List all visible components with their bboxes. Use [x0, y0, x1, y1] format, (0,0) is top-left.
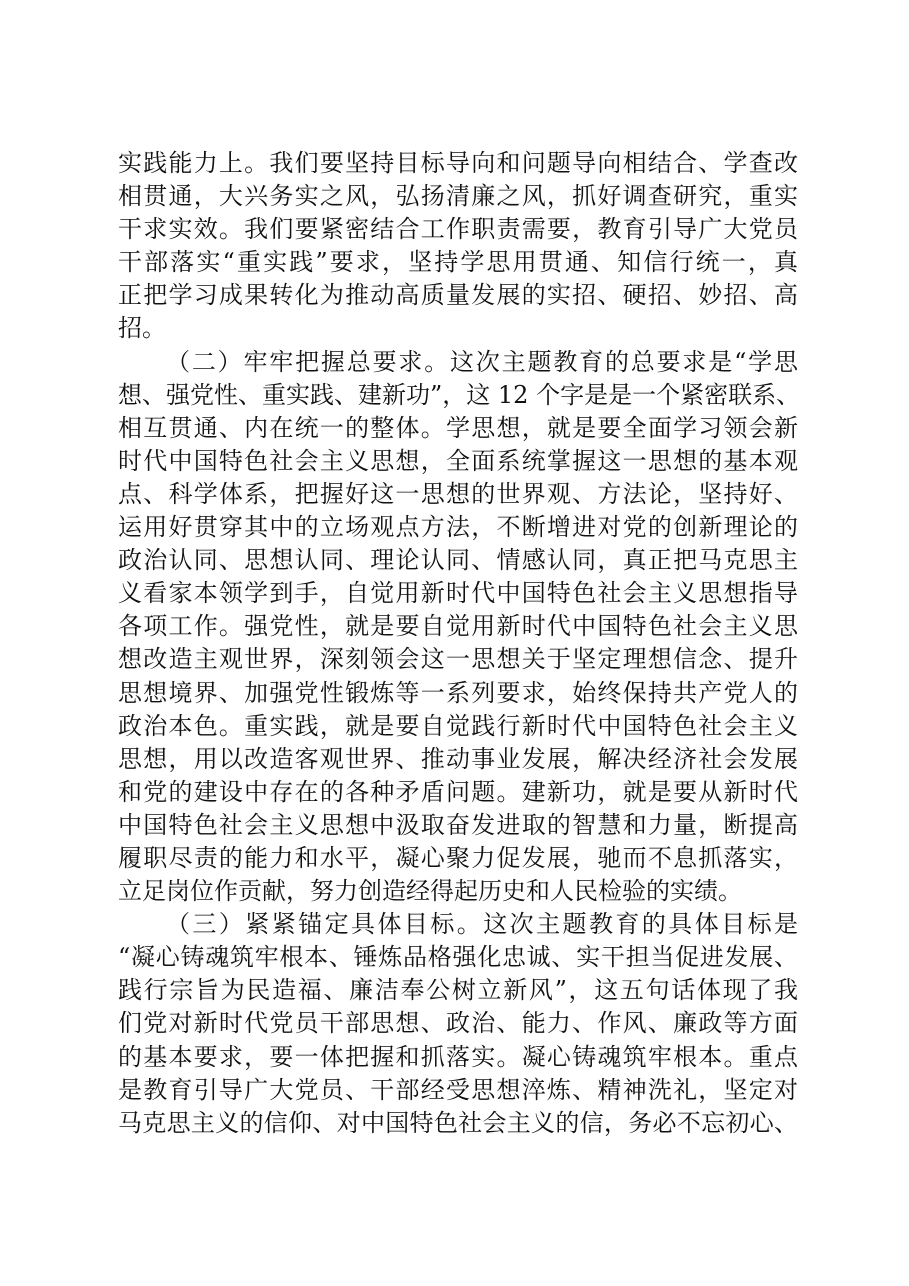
text-line: 政治认同、思想认同、理论认同、情感认同，真正把马克思主	[118, 546, 798, 575]
text-line: 正把学习成果转化为推动高质量发展的实招、硬招、妙招、高	[118, 281, 798, 310]
text-line: 干求实效。我们要紧密结合工作职责需要，教育引导广大党员	[118, 215, 798, 244]
text-line: 义看家本领学到手，自觉用新时代中国特色社会主义思想指导	[118, 579, 798, 608]
text-line: 思想境界、加强党性锻炼等一系列要求，始终保持共产党人的	[118, 678, 798, 707]
text-line: 立足岗位作贡献，努力创造经得起历史和人民检验的实绩。	[118, 877, 742, 906]
text-line: 运用好贯穿其中的立场观点方法，不断增进对党的创新理论的	[118, 513, 798, 542]
text-line: 们党对新时代党员干部思想、政治、能力、作风、廉政等方面	[118, 1009, 798, 1038]
text-line: 政治本色。重实践，就是要自觉践行新时代中国特色社会主义	[118, 711, 798, 740]
text-line: 相互贯通、内在统一的整体。学思想，就是要全面学习领会新	[118, 413, 798, 442]
text-line: 履职尽责的能力和水平，凝心聚力促发展，驰而不息抓落实，	[118, 843, 798, 872]
text-line: 干部落实“重实践”要求，坚持学思用贯通、知信行统一，真	[118, 248, 798, 277]
text-line: 实践能力上。我们要坚持目标导向和问题导向相结合、学查改	[118, 149, 798, 177]
text-line: （二）牢牢把握总要求。这次主题教育的总要求是“学思	[166, 347, 798, 376]
text-line: 思想，用以改造客观世界、推动事业发展，解决经济社会发展	[118, 744, 798, 773]
text-line: 中国特色社会主义思想中汲取奋发进取的智慧和力量，断提高	[118, 810, 798, 839]
text-line: 相贯通，大兴务实之风，弘扬清廉之风，抓好调查研究，重实	[118, 182, 798, 211]
text-line: “凝心铸魂筑牢根本、锤炼品格强化忠诚、实干担当促进发展、	[118, 943, 798, 972]
text-line: 是教育引导广大党员、干部经受思想淬炼、精神洗礼，坚定对	[118, 1075, 798, 1104]
text-line: 和党的建设中存在的各种矛盾问题。建新功，就是要从新时代	[118, 777, 798, 806]
text-line: 时代中国特色社会主义思想，全面系统掌握这一思想的基本观	[118, 446, 798, 475]
text-line: 招。	[118, 314, 166, 343]
text-line: 马克思主义的信仰、对中国特色社会主义的信，务必不忘初心、	[118, 1108, 798, 1137]
text-line: 践行宗旨为民造福、廉洁奉公树立新风”，这五句话体现了我	[118, 976, 798, 1005]
text-line: 想改造主观世界，深刻领会这一思想关于坚定理想信念、提升	[118, 645, 798, 674]
text-line: 点、科学体系，把握好这一思想的世界观、方法论，坚持好、	[118, 479, 798, 508]
document-body-text	[118, 147, 801, 1140]
text-line: 的基本要求，要一体把握和抓落实。凝心铸魂筑牢根本。重点	[118, 1042, 798, 1071]
text-line: 各项工作。强党性，就是要自觉用新时代中国特色社会主义思	[118, 612, 798, 641]
text-line: （三）紧紧锚定具体目标。这次主题教育的具体目标是	[166, 910, 798, 939]
text-line: 想、强党性、重实践、建新功”，这 12 个字是是一个紧密联系、	[118, 380, 801, 409]
